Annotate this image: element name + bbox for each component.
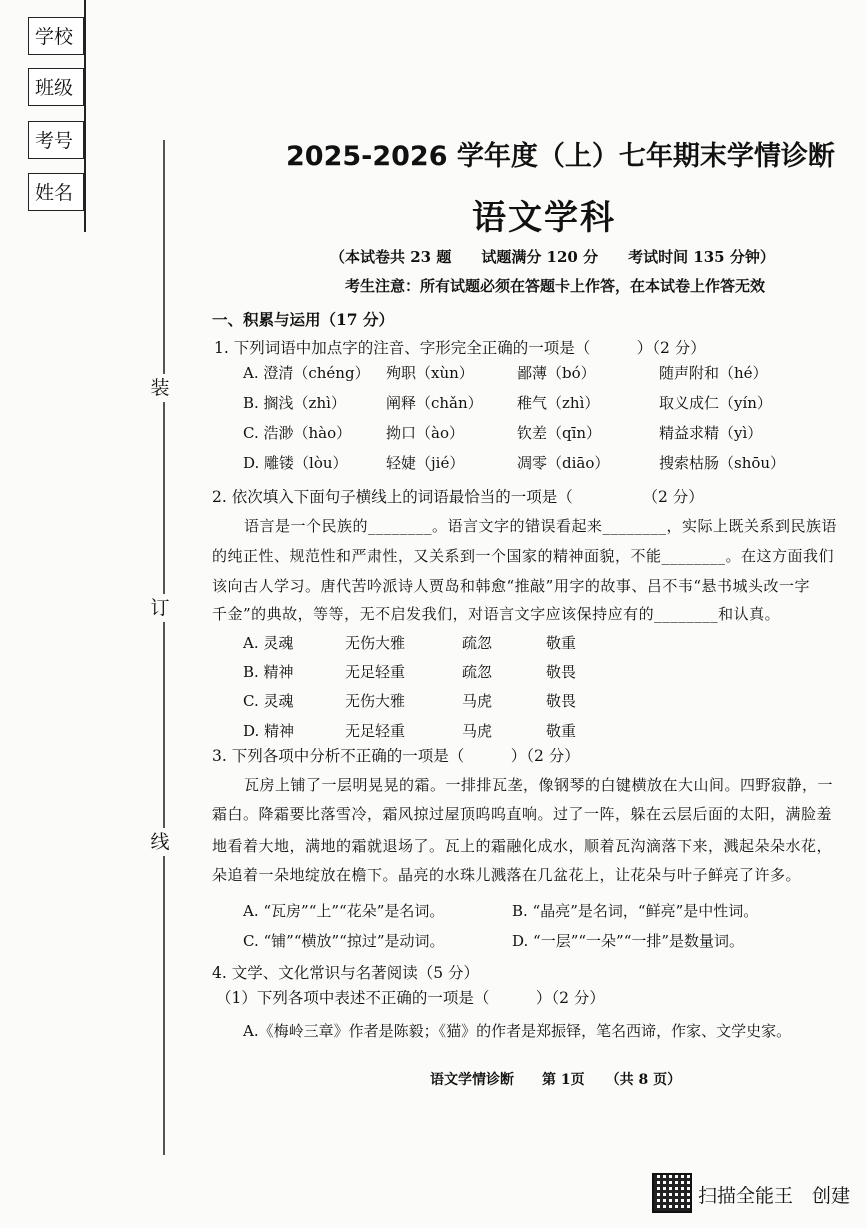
school-field-label: 学校 <box>28 17 84 55</box>
q2-option-b-4: 敬畏 <box>546 663 577 681</box>
q1-option-d-4: 搜索枯肠（shōu） <box>659 454 786 472</box>
question-1-stem: 1. 下列词语中加点字的注音、字形完全正确的一项是（ ）（2 分） <box>214 339 706 357</box>
exam-notice: 考生注意：所有试题必须在答题卡上作答，在本试卷上作答无效 <box>345 277 766 295</box>
q2-passage-line-2: 的纯正性、规范性和严肃性，又关系到一个国家的精神面貌，不能________。在这方面我们 <box>212 547 835 565</box>
question-4-stem: 4. 文学、文化常识与名著阅读（5 分） <box>212 964 480 982</box>
q3-passage-line-2: 霜白。降霜要比落雪冷，霜风掠过屋顶呜呜直响。过了一阵，躲在云层后面的太阳，满脸羞 <box>212 805 833 823</box>
section-heading: 一、积累与运用（17 分） <box>212 310 394 329</box>
page-footer: 语文学情诊断 第 1页 （共 8 页） <box>430 1072 682 1088</box>
q1-option-a-2: 殉职（xùn） <box>386 364 474 382</box>
q3-option-c: C. “铺”“横放”“掠过”是动词。 <box>243 932 445 950</box>
q2-option-a-1: A. 灵魂 <box>243 634 294 652</box>
q2-option-a-4: 敬重 <box>546 634 577 652</box>
fold-mark-xian: 线 <box>146 828 174 856</box>
sidebar-rule <box>84 0 86 232</box>
binding-line <box>163 140 165 1155</box>
q2-option-b-1: B. 精神 <box>243 663 294 681</box>
exam-number-field-label: 考号 <box>28 121 84 159</box>
q1-option-d-1: D. 雕镂（lòu） <box>243 454 348 472</box>
subject-title: 语文学科 <box>472 198 616 238</box>
q1-option-b-1: B. 搁浅（zhì） <box>243 394 346 412</box>
q2-option-d-4: 敬重 <box>546 722 577 740</box>
q3-option-b: B. “晶亮”是名词，“鲜亮”是中性词。 <box>512 902 759 920</box>
q3-option-d: D. “一层”“一朵”“一排”是数量词。 <box>512 932 745 950</box>
q1-option-d-2: 轻婕（jié） <box>386 454 465 472</box>
q1-option-b-2: 阐释（chǎn） <box>386 394 483 412</box>
fold-mark-zhuang: 装 <box>146 374 174 402</box>
q2-option-d-1: D. 精神 <box>243 722 295 740</box>
q2-option-a-3: 疏忽 <box>462 634 493 652</box>
q1-option-c-3: 钦差（qīn） <box>517 424 602 442</box>
q2-option-c-3: 马虎 <box>462 692 493 710</box>
question-3-stem: 3. 下列各项中分析不正确的一项是（ ）（2 分） <box>212 747 580 765</box>
q1-option-c-4: 精益求精（yì） <box>659 424 763 442</box>
exam-info: （本试卷共 23 题 试题满分 120 分 考试时间 135 分钟） <box>330 248 775 266</box>
q1-option-b-4: 取义成仁（yín） <box>659 394 772 412</box>
q1-option-c-1: C. 浩渺（hào） <box>243 424 352 442</box>
q2-option-d-2: 无足轻重 <box>345 722 406 740</box>
q4-option-a: A.《梅岭三章》作者是陈毅；《猫》的作者是郑振铎，笔名西谛，作家、文学史家。 <box>243 1022 792 1040</box>
q4-sub-1-stem: （1）下列各项中表述不正确的一项是（ ）（2 分） <box>216 989 605 1007</box>
q3-passage-line-4: 朵追着一朵地绽放在檐下。晶亮的水珠儿溅落在几盆花上，让花朵与叶子鲜亮了许多。 <box>212 866 802 884</box>
q2-option-c-2: 无伤大雅 <box>345 692 406 710</box>
class-field-label: 班级 <box>28 68 84 106</box>
q1-option-c-2: 拗口（ào） <box>386 424 464 442</box>
q1-option-a-1: A. 澄清（chéng） <box>243 364 370 382</box>
scanner-watermark: 扫描全能王 创建 <box>698 1185 851 1207</box>
q3-option-a: A. “瓦房”“上”“花朵”是名词。 <box>243 902 445 920</box>
q2-passage-line-1: 语言是一个民族的________。语言文字的错误看起来________，实际上既关系到民族语 <box>244 517 838 535</box>
q2-option-b-3: 疏忽 <box>462 663 493 681</box>
q2-option-c-1: C. 灵魂 <box>243 692 294 710</box>
fold-mark-ding: 订 <box>146 594 174 622</box>
q2-passage-line-4: 千金”的典故，等等，无不启发我们，对语言文字应该保持应有的________和认真。 <box>212 605 781 623</box>
q3-passage-line-1: 瓦房上铺了一层明晃晃的霜。一排排瓦垄，像钢琴的白键横放在大山间。四野寂静，一 <box>244 776 834 794</box>
q2-option-a-2: 无伤大雅 <box>345 634 406 652</box>
q1-option-a-4: 随声附和（hé） <box>659 364 768 382</box>
qr-code-icon <box>652 1173 692 1213</box>
q3-passage-line-3: 地看着大地，满地的霜就退场了。瓦上的霜融化成水，顺着瓦沟滴落下来，溅起朵朵水花， <box>212 837 833 855</box>
q2-option-b-2: 无足轻重 <box>345 663 406 681</box>
question-2-stem: 2. 依次填入下面句子横线上的词语最恰当的一项是（ （2 分） <box>212 488 704 506</box>
q1-option-a-3: 鄙薄（bó） <box>517 364 596 382</box>
q1-option-b-3: 稚气（zhì） <box>517 394 600 412</box>
name-field-label: 姓名 <box>28 173 84 211</box>
q2-option-c-4: 敬畏 <box>546 692 577 710</box>
exam-title: 2025-2026 学年度（上）七年期末学情诊断 <box>286 141 835 172</box>
q2-option-d-3: 马虎 <box>462 722 493 740</box>
q2-passage-line-3: 该向古人学习。唐代苦吟派诗人贾岛和韩愈“推敲”用字的故事、吕不韦“悬书城头改一字 <box>212 577 811 595</box>
q1-option-d-3: 凋零（diāo） <box>517 454 610 472</box>
